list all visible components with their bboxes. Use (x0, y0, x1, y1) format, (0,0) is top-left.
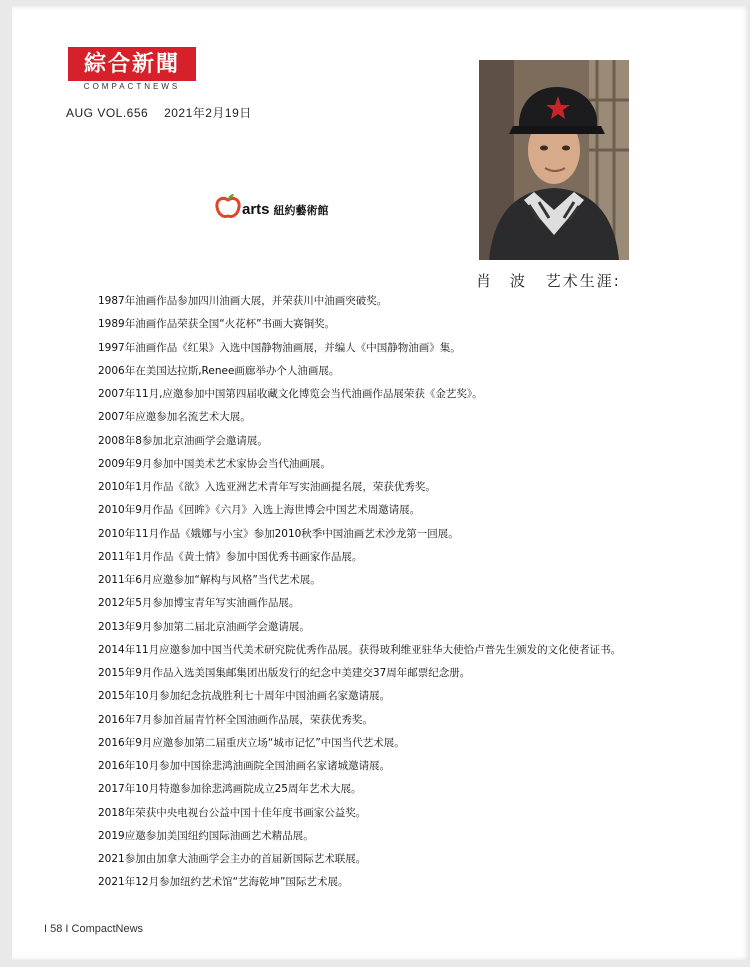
career-heading: 艺术生涯: (545, 272, 621, 290)
career-item: 2011年6月应邀参加“解构与风格”当代艺术展。 (98, 574, 321, 586)
career-list (98, 290, 621, 895)
career-item: 2007年11月,应邀参加中国第四届收藏文化博览会当代油画作品展荣获《金艺奖》。 (98, 388, 483, 400)
career-item: 1987年油画作品参加四川油画大展，并荣获川中油画突破奖。 (98, 295, 388, 307)
career-item: 2018年荣获中央电视台公益中国十佳年度书画家公益奖。 (98, 806, 367, 819)
masthead (68, 47, 196, 91)
masthead-subtitle: COMPACTNEWS (83, 82, 181, 91)
logo-name: 紐約藝術館 (273, 203, 329, 217)
career-item: 2021参加由加拿大油画学会主办的首届新国际艺术联展。 (98, 853, 367, 865)
career-item: 2017年10月特邀参加徐悲鸿画院成立25周年艺术大展。 (98, 783, 362, 796)
career-item: 1997年油画作品《红果》入选中国静物油画展，并编人《中国静物油画》集。 (98, 341, 461, 354)
career-item: 2007年应邀参加名流艺术大展。 (98, 411, 251, 424)
career-item: 2013年9月参加第二届北京油画学会邀请展。 (98, 620, 310, 633)
career-item: 2010年9月作品《回眸》《六月》入选上海世博会中国艺术周邀请展。 (98, 504, 421, 517)
career-item: 2021年12月参加纽约艺术馆“艺海乾坤”国际艺术展。 (98, 876, 349, 889)
career-item: 2015年10月参加纪念抗战胜利七十周年中国油画名家邀请展。 (98, 690, 391, 703)
artist-portrait (479, 60, 629, 260)
arts-logo (215, 193, 329, 219)
masthead-title: 綜合新聞 (68, 47, 196, 81)
career-item: 2016年9月应邀参加第二届重庆立场“城市记忆”中国当代艺术展。 (98, 736, 405, 749)
issue-volume: AUG VOL.656 (66, 106, 149, 120)
career-item: 2015年9月作品入选美国集邮集团出版发行的纪念中美建交37周年邮票纪念册。 (98, 667, 471, 679)
artist-heading (476, 270, 633, 291)
career-item: 2010年11月作品《娥娜与小宝》参加2010秋季中国油画艺术沙龙第一回展。 (98, 527, 459, 540)
logo-word: arts (242, 200, 270, 218)
issue-line (66, 104, 264, 121)
career-item: 2016年7月参加首届青竹杯全国油画作品展，荣获优秀奖。 (98, 713, 373, 726)
page-footer: I 58 I CompactNews (44, 923, 144, 935)
artist-photo (479, 60, 629, 260)
career-item: 1989年油画作品荣获全国“火花杯”书画大赛铜奖。 (98, 318, 336, 331)
career-item: 2016年10月参加中国徐悲鸿油画院全国油画名家诸城邀请展。 (98, 760, 391, 772)
issue-date: 2021年2月19日 (164, 106, 252, 120)
career-item: 2010年1月作品《欲》入选亚洲艺术青年写实油画提名展，荣获优秀奖。 (98, 481, 436, 493)
career-item: 2014年11月应邀参加中国当代美术研究院优秀作品展。获得玻利维亚驻华大使恰卢普先生颁发的文化使者证书。 (98, 643, 622, 656)
career-item: 2012年5月参加博宝青年写实油画作品展。 (98, 597, 300, 610)
career-item: 2019应邀参加美国纽约国际油画艺术精品展。 (98, 829, 314, 842)
career-item: 2011年1月作品《黄土情》参加中国优秀书画家作品展。 (98, 550, 363, 563)
artist-name: 肖 波 (476, 272, 528, 290)
career-item: 2009年9月参加中国美术艺术家协会当代油画展。 (98, 457, 331, 470)
career-item: 2006年在美国达拉斯,Renee画廊举办个人油画展。 (98, 364, 340, 377)
career-item: 2008年8参加北京油画学会邀请展。 (98, 434, 268, 447)
apple-logo-icon (215, 193, 241, 219)
